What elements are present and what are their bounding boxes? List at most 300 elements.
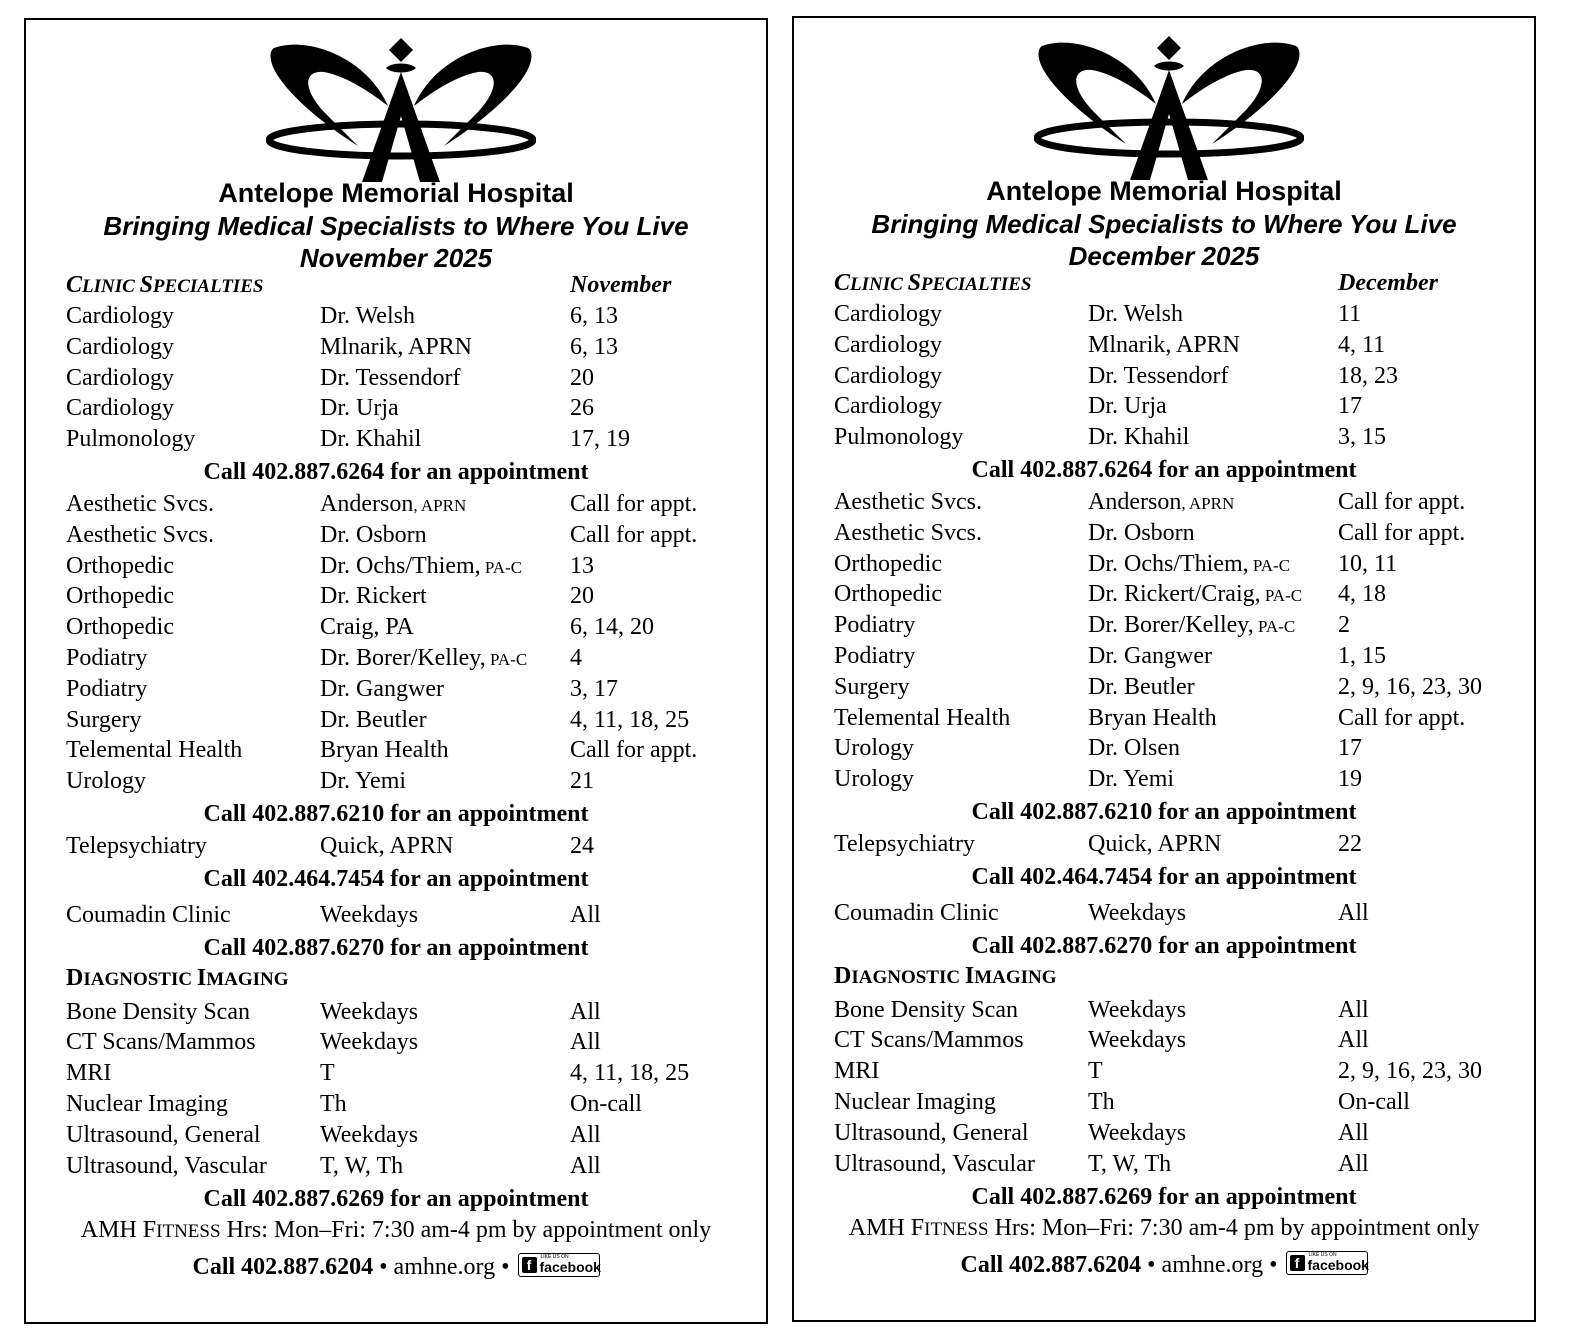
dates: 17, 19 [570, 426, 630, 453]
schedule-row [794, 766, 1534, 796]
provider [320, 645, 527, 672]
specialty: Aesthetic Svcs. [66, 521, 214, 548]
specialty: Telepsychiatry [66, 833, 207, 859]
dates: 21 [570, 768, 594, 795]
schedule-row [26, 491, 766, 521]
provider [1088, 1151, 1171, 1178]
provider-name: Dr. Beutler [320, 706, 427, 733]
specialty: Ultrasound, General [66, 1121, 261, 1148]
provider [1088, 393, 1167, 420]
provider-credential: , APRN [1181, 494, 1235, 513]
provider [1088, 363, 1229, 390]
footer-phone: Call 402.887.6204 [960, 1252, 1142, 1279]
provider [320, 334, 472, 361]
fitness-rest: Hrs: Mon–Fri: 7:30 am-4 pm by appointment only [988, 1215, 1480, 1242]
provider-name: Weekdays [320, 1029, 419, 1056]
specialty: Surgery [834, 673, 910, 700]
dates: 2 [1338, 612, 1350, 639]
footer-phone: Call 402.887.6204 [192, 1254, 374, 1281]
provider-name: Dr. Ochs/Thiem, [1088, 550, 1249, 577]
call-line: Call 402.887.6264 for an appointment [203, 459, 589, 485]
provider-name: Weekdays [320, 998, 419, 1025]
provider [1088, 735, 1180, 762]
fitness-small: ITNESS [156, 1221, 221, 1243]
provider-name: Mlnarik, APRN [320, 333, 473, 360]
month-title: December 2025 [1068, 241, 1260, 271]
schedule-row [26, 426, 766, 456]
specialty: Telemental Health [834, 704, 1011, 731]
clinic-specialties-heading-part: S [907, 270, 921, 296]
clinic-specialties-heading-part: C [66, 272, 83, 298]
specialty: Orthopedic [66, 552, 174, 579]
footer [794, 1252, 1534, 1279]
dates: 6, 14, 20 [570, 614, 654, 641]
dates: All [1338, 899, 1369, 926]
dates: All [1338, 1150, 1369, 1177]
provider [320, 1153, 403, 1180]
schedule-row [794, 612, 1534, 642]
call-line: Call 402.887.6269 for an appointment [971, 1184, 1357, 1211]
schedule-row [794, 1151, 1534, 1181]
schedule-row [26, 833, 766, 863]
schedule-row [794, 997, 1534, 1027]
dates: 4, 18 [1338, 581, 1386, 608]
dates: 20 [570, 364, 594, 391]
provider-credential: , APRN [413, 496, 467, 515]
provider-name: Dr. Olsen [1088, 735, 1180, 762]
dates: Call for appt. [1338, 704, 1466, 731]
schedule-card [792, 16, 1536, 1322]
provider-name: Dr. Borer/Kelley, [1088, 612, 1254, 639]
call-line: Call 402.887.6269 for an appointment [203, 1186, 589, 1213]
schedule-row [26, 1029, 766, 1059]
provider-name: Dr. Rickert [320, 583, 427, 610]
dates: All [1338, 996, 1369, 1023]
specialty: CT Scans/Mammos [66, 1029, 256, 1056]
provider [320, 583, 427, 610]
hospital-logo-icon [1034, 34, 1304, 184]
provider-name: Th [1088, 1089, 1115, 1115]
specialty: Aesthetic Svcs. [834, 489, 982, 515]
provider-name: Bryan Health [320, 737, 449, 764]
specialty: Cardiology [66, 333, 174, 360]
schedule-row [26, 522, 766, 552]
provider-name: Bryan Health [1088, 704, 1217, 731]
provider-credential: PA-C [485, 650, 528, 669]
facebook-icon: f [1290, 1255, 1305, 1271]
provider-credential: PA-C [1253, 617, 1296, 637]
specialty: MRI [66, 1060, 112, 1087]
provider [1088, 900, 1186, 927]
diagnostic-imaging-heading-part: MAGING [206, 968, 289, 990]
diagnostic-imaging-heading-part: D [66, 964, 84, 991]
specialty: Aesthetic Svcs. [66, 491, 214, 517]
clinic-specialties-heading-part: S [139, 272, 153, 298]
dates: 20 [570, 583, 594, 610]
schedule-row [26, 365, 766, 395]
fitness-prefix: AMH F [848, 1215, 925, 1242]
provider [320, 1029, 418, 1056]
provider [320, 553, 522, 580]
specialty: Telemental Health [66, 737, 243, 764]
provider-name: Weekdays [1088, 899, 1187, 926]
specialty: Ultrasound, Vascular [834, 1150, 1035, 1177]
specialty: Coumadin Clinic [834, 899, 999, 926]
provider-name: Dr. Welsh [1088, 301, 1183, 327]
provider [320, 365, 461, 392]
schedule-row [794, 643, 1534, 673]
schedule-row [794, 1027, 1534, 1057]
facebook-word: facebook [539, 1258, 601, 1275]
specialty: Pulmonology [66, 426, 196, 453]
clinic-specialties-heading [834, 270, 1031, 297]
provider-name: Dr. Yemi [320, 768, 407, 795]
provider-name: Dr. Osborn [320, 521, 427, 548]
dates: Call for appt. [570, 521, 698, 548]
footer-website[interactable]: • amhne.org • [1141, 1252, 1284, 1279]
provider-name: Dr. Khahil [1088, 424, 1190, 451]
provider-name: Dr. Tessendorf [320, 364, 461, 391]
dates: All [1338, 1119, 1369, 1146]
footer [26, 1254, 766, 1281]
specialty: Podiatry [834, 643, 916, 669]
schedule-row [26, 1091, 766, 1121]
provider [320, 999, 418, 1026]
specialty: Bone Density Scan [834, 996, 1018, 1023]
specialty: Aesthetic Svcs. [834, 519, 982, 546]
logo [266, 36, 536, 186]
schedule-row [26, 1060, 766, 1090]
provider [1088, 581, 1302, 608]
provider [1088, 997, 1186, 1024]
schedule-row [794, 520, 1534, 550]
schedule-row [794, 1089, 1534, 1119]
specialty: Orthopedic [834, 550, 942, 577]
hospital-name: Antelope Memorial Hospital [986, 176, 1342, 206]
schedule-row [794, 393, 1534, 423]
dates: All [1338, 1027, 1369, 1054]
provider-name: Weekdays [320, 1121, 419, 1148]
provider [320, 1122, 418, 1149]
provider-name: Dr. Rickert/Craig, [1088, 581, 1261, 608]
provider-name: T, W, Th [320, 1152, 404, 1179]
provider-name: Dr. Osborn [1088, 519, 1195, 546]
provider-name: Quick, APRN [320, 833, 454, 859]
clinic-specialties-heading-part: LINIC [850, 274, 908, 295]
provider [320, 707, 427, 734]
provider-name: Quick, APRN [1088, 831, 1222, 857]
specialty: Urology [834, 735, 914, 762]
specialty: Pulmonology [834, 424, 964, 451]
provider-name: Weekdays [1088, 1119, 1187, 1146]
dates: 26 [570, 395, 594, 422]
specialty: Orthopedic [66, 583, 174, 610]
dates: All [570, 1029, 601, 1056]
provider [320, 676, 444, 703]
dates: Call for appt. [1338, 489, 1466, 515]
dates: 11 [1338, 301, 1362, 327]
tagline: Bringing Medical Specialists to Where You Live [103, 211, 689, 241]
provider [1088, 489, 1234, 516]
dates: 3, 15 [1338, 424, 1386, 451]
dates: 2, 9, 16, 23, 30 [1338, 1058, 1482, 1085]
schedule-row [26, 902, 766, 932]
specialty: MRI [834, 1058, 880, 1085]
diagnostic-imaging-heading-part: D [834, 962, 852, 989]
fitness-prefix: AMH F [80, 1217, 157, 1244]
schedule-row [26, 334, 766, 364]
diagnostic-imaging-heading [834, 963, 1057, 990]
dates: 6, 13 [570, 303, 618, 329]
specialty: Cardiology [834, 362, 942, 389]
provider-name: Dr. Urja [1088, 393, 1167, 420]
schedule-row [794, 489, 1534, 519]
dates: 4 [570, 645, 582, 671]
provider [1088, 612, 1295, 639]
specialty: Podiatry [66, 675, 148, 702]
provider-name: Anderson [1088, 489, 1182, 515]
schedule-row [26, 1153, 766, 1183]
provider-name: Dr. Gangwer [1088, 643, 1212, 669]
dates: 6, 13 [570, 333, 618, 360]
dates: 1, 15 [1338, 643, 1386, 669]
provider [1088, 1058, 1103, 1085]
provider [1088, 551, 1290, 578]
provider [1088, 520, 1195, 547]
dates: All [570, 1152, 601, 1179]
schedule-row [794, 551, 1534, 581]
specialty: Nuclear Imaging [834, 1089, 996, 1115]
specialty: Cardiology [834, 331, 942, 358]
specialty: Podiatry [834, 612, 916, 639]
dates: 24 [570, 833, 594, 859]
specialty: Nuclear Imaging [66, 1091, 228, 1117]
specialty: Orthopedic [834, 581, 942, 608]
schedule-row [26, 303, 766, 333]
clinic-specialties-heading-part: PECIALTIES [152, 276, 264, 297]
provider-name: T [1088, 1058, 1103, 1085]
provider [1088, 424, 1189, 451]
provider [320, 303, 415, 330]
dates: Call for appt. [570, 491, 698, 517]
dates: All [570, 901, 601, 928]
call-line: Call 402.464.7454 for an appointment [971, 863, 1357, 890]
provider [1088, 301, 1183, 328]
diagnostic-imaging-heading-part: MAGING [974, 966, 1057, 988]
schedule-row [794, 1120, 1534, 1150]
schedule-row [26, 707, 766, 737]
provider [320, 395, 399, 422]
dates: 2, 9, 16, 23, 30 [1338, 673, 1482, 700]
schedule-row [794, 363, 1534, 393]
facebook-badge[interactable] [1286, 1251, 1368, 1275]
provider-name: Dr. Ochs/Thiem, [320, 552, 481, 579]
diagnostic-imaging-heading-part: I [964, 962, 975, 989]
specialty: Ultrasound, General [834, 1119, 1029, 1146]
call-line: Call 402.887.6270 for an appointment [971, 932, 1357, 959]
provider-credential: PA-C [480, 557, 523, 577]
schedule-row [26, 676, 766, 706]
dates: All [570, 1121, 601, 1148]
provider-name: Dr. Khahil [320, 426, 422, 453]
facebook-icon: f [522, 1257, 537, 1273]
provider [1088, 1027, 1186, 1054]
schedule-row [26, 645, 766, 675]
schedule-row [794, 735, 1534, 765]
dates: 4, 11, 18, 25 [570, 1060, 690, 1087]
dates: 22 [1338, 831, 1362, 857]
specialty: Cardiology [66, 395, 174, 422]
schedule-row [794, 900, 1534, 930]
dates: All [570, 998, 601, 1025]
facebook-like-text: LIKE US ON [1308, 1251, 1337, 1258]
provider-credential: PA-C [1248, 555, 1291, 575]
specialty: CT Scans/Mammos [834, 1027, 1024, 1054]
provider [320, 1091, 347, 1118]
schedule-row [794, 581, 1534, 611]
tagline: Bringing Medical Specialists to Where You Live [871, 209, 1457, 239]
month-column-heading: November [570, 272, 672, 298]
fitness-hours [26, 1217, 766, 1244]
schedule-row [794, 332, 1534, 362]
dates: 13 [570, 552, 594, 579]
provider-name: Dr. Borer/Kelley, [320, 645, 486, 671]
specialty: Surgery [66, 706, 142, 733]
provider-name: T [320, 1060, 335, 1087]
clinic-specialties-heading-part: LINIC [82, 276, 140, 297]
month-title: November 2025 [299, 243, 493, 273]
provider-name: Weekdays [320, 901, 419, 928]
provider [320, 902, 418, 929]
schedule-card [24, 18, 768, 1324]
provider [320, 491, 466, 518]
specialty: Coumadin Clinic [66, 901, 231, 928]
provider-name: Dr. Welsh [320, 303, 415, 329]
diagnostic-imaging-heading-part: IAGNOSTIC [83, 968, 197, 990]
provider [1088, 766, 1174, 793]
provider-name: Dr. Yemi [1088, 766, 1175, 793]
specialty: Cardiology [66, 303, 174, 329]
dates: 3, 17 [570, 675, 618, 702]
provider-name: Dr. Urja [320, 395, 399, 422]
dates: Call for appt. [570, 737, 698, 764]
dates: Call for appt. [1338, 519, 1466, 546]
provider [1088, 674, 1195, 701]
provider [1088, 705, 1217, 732]
schedule-row [26, 614, 766, 644]
call-line: Call 402.464.7454 for an appointment [203, 865, 589, 892]
provider-name: Dr. Beutler [1088, 673, 1195, 700]
schedule-row [794, 674, 1534, 704]
provider [1088, 643, 1212, 670]
hospital-name: Antelope Memorial Hospital [218, 178, 574, 208]
schedule-row [26, 737, 766, 767]
schedule-row [26, 553, 766, 583]
provider [320, 426, 421, 453]
provider-name: Dr. Tessendorf [1088, 362, 1229, 389]
specialty: Cardiology [834, 393, 942, 420]
provider [1088, 1120, 1186, 1147]
fitness-rest: Hrs: Mon–Fri: 7:30 am-4 pm by appointment only [220, 1217, 712, 1244]
dates: 10, 11 [1338, 550, 1398, 577]
specialty: Bone Density Scan [66, 998, 250, 1025]
provider-name: Craig, PA [320, 614, 414, 641]
specialty: Urology [834, 766, 914, 793]
provider-name: Dr. Gangwer [320, 675, 444, 702]
clinic-specialties-heading-part: PECIALTIES [920, 274, 1032, 295]
provider [320, 768, 406, 795]
schedule-row [26, 768, 766, 798]
schedule-row [794, 831, 1534, 861]
facebook-badge[interactable] [518, 1253, 600, 1277]
dates: On-call [1338, 1089, 1410, 1115]
provider-name: Weekdays [1088, 1027, 1187, 1054]
footer-website[interactable]: • amhne.org • [373, 1254, 516, 1281]
schedule-row [26, 395, 766, 425]
schedule-row [794, 705, 1534, 735]
provider-credential: PA-C [1260, 586, 1303, 606]
month-column-heading: December [1338, 270, 1438, 296]
diagnostic-imaging-heading [66, 965, 289, 992]
provider-name: Th [320, 1091, 347, 1117]
dates: On-call [570, 1091, 642, 1117]
schedule-row [26, 583, 766, 613]
dates: 18, 23 [1338, 362, 1398, 389]
hospital-logo-icon [266, 36, 536, 186]
diagnostic-imaging-heading-part: I [196, 964, 207, 991]
specialty: Ultrasound, Vascular [66, 1152, 267, 1179]
dates: 17 [1338, 393, 1362, 420]
call-line: Call 402.887.6270 for an appointment [203, 934, 589, 961]
dates: 4, 11 [1338, 331, 1386, 358]
specialty: Podiatry [66, 645, 148, 671]
schedule-row [794, 301, 1534, 331]
schedule-row [794, 424, 1534, 454]
call-line: Call 402.887.6210 for an appointment [203, 801, 589, 827]
provider-name: Mlnarik, APRN [1088, 331, 1241, 358]
fitness-small: ITNESS [924, 1219, 989, 1241]
call-line: Call 402.887.6264 for an appointment [971, 457, 1357, 483]
provider [1088, 332, 1240, 359]
specialty: Telepsychiatry [834, 831, 975, 857]
schedule-row [26, 999, 766, 1029]
call-line: Call 402.887.6210 for an appointment [971, 799, 1357, 825]
provider [320, 737, 449, 764]
schedule-row [26, 1122, 766, 1152]
provider [320, 522, 427, 549]
dates: 17 [1338, 735, 1362, 762]
facebook-word: facebook [1307, 1256, 1369, 1273]
specialty: Orthopedic [66, 614, 174, 641]
dates: 4, 11, 18, 25 [570, 706, 690, 733]
provider-name: T, W, Th [1088, 1150, 1172, 1177]
fitness-hours [794, 1215, 1534, 1242]
specialty: Urology [66, 768, 146, 795]
dates: 19 [1338, 766, 1362, 793]
provider [320, 614, 414, 641]
provider [1088, 1089, 1115, 1116]
clinic-specialties-heading-part: C [834, 270, 851, 296]
provider [1088, 831, 1221, 858]
provider-name: Anderson [320, 491, 414, 517]
logo [1034, 34, 1304, 184]
specialty: Cardiology [834, 301, 942, 327]
specialty: Cardiology [66, 364, 174, 391]
provider [320, 833, 453, 860]
provider [320, 1060, 335, 1087]
facebook-like-text: LIKE US ON [540, 1253, 569, 1260]
provider-name: Weekdays [1088, 996, 1187, 1023]
